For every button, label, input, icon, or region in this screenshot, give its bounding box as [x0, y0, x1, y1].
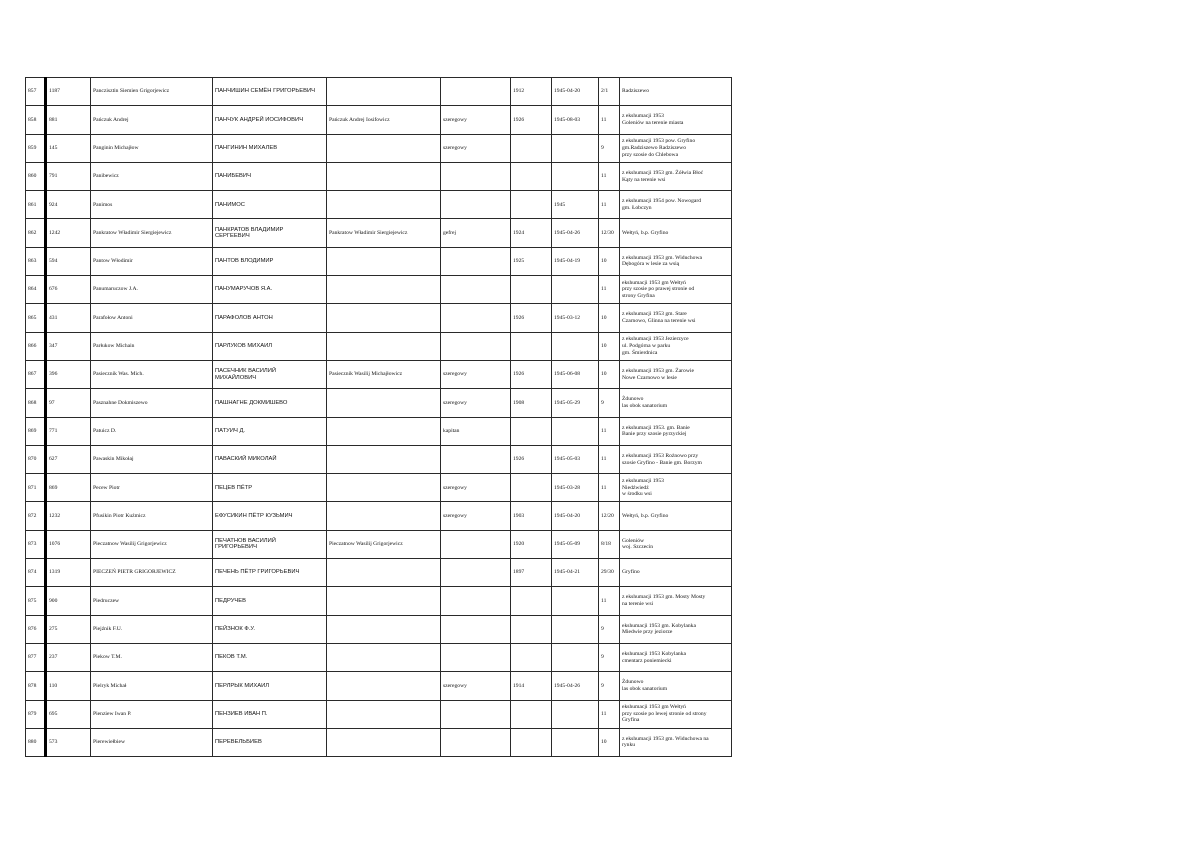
name-cyrillic-cell: ПЕЧАТНОВ ВАСИЛИЙ ГРИГОРЬЕВИЧ [213, 530, 327, 558]
grave-number-cell: 8/18 [599, 530, 620, 558]
record-number-cell: 1076 [46, 530, 91, 558]
full-name-cell [327, 672, 441, 700]
name-latin-cell: PIECZEŃ PIETR GRIGORJEWICZ [91, 559, 213, 587]
table-row [26, 474, 732, 502]
full-name-cell [327, 191, 441, 219]
death-date-cell [552, 700, 599, 728]
burial-place-cell: z ekshumacji 1953 gm. Żółwia Błoć Kąty na terenie wsi [620, 162, 732, 190]
record-number-cell: 396 [46, 360, 91, 388]
entry-number-cell: 869 [26, 417, 46, 445]
record-number-cell: 695 [46, 700, 91, 728]
name-latin-cell: Pańczuk Andrej [91, 106, 213, 134]
entry-number-cell: 876 [26, 615, 46, 643]
burial-place-cell: Żdunowo las obok sanatorium [620, 672, 732, 700]
name-cyrillic-cell: ПАРАФОЛОВ АНТОН [213, 304, 327, 332]
record-number-cell: 900 [46, 587, 91, 615]
grave-number-cell: 10 [599, 360, 620, 388]
name-latin-cell: Patuicz D. [91, 417, 213, 445]
table-row [26, 530, 732, 558]
table-row [26, 587, 732, 615]
birth-year-cell [511, 474, 552, 502]
name-latin-cell: Pantow Włodimir [91, 247, 213, 275]
table-row [26, 106, 732, 134]
record-number-cell: 771 [46, 417, 91, 445]
record-number-cell: 275 [46, 615, 91, 643]
name-cyrillic-cell: ПАРЛУКОВ МИХАИЛ [213, 332, 327, 360]
name-latin-cell: Panginin Michajłow [91, 134, 213, 162]
grave-number-cell: 9 [599, 672, 620, 700]
death-date-cell [552, 643, 599, 671]
grave-number-cell: 11 [599, 276, 620, 304]
birth-year-cell [511, 191, 552, 219]
table-row [26, 78, 732, 106]
name-cyrillic-cell: ПАШНАГНЕ ДОКМИШЕВО [213, 389, 327, 417]
name-cyrillic-cell: ПАНИБЕВИЧ [213, 162, 327, 190]
name-latin-cell: Panumaruczow J.A. [91, 276, 213, 304]
grave-number-cell: 10 [599, 332, 620, 360]
grave-number-cell: 11 [599, 106, 620, 134]
grave-number-cell: 10 [599, 728, 620, 756]
name-cyrillic-cell: ПЕКОВ Т.М. [213, 643, 327, 671]
birth-year-cell: 1926 [511, 445, 552, 473]
table-row [26, 191, 732, 219]
record-number-cell: 791 [46, 162, 91, 190]
birth-year-cell [511, 162, 552, 190]
table-row [26, 615, 732, 643]
death-date-cell: 1945-04-26 [552, 672, 599, 700]
burial-place-cell: z ekshumacji 1953 Goleniów na terenie miasta [620, 106, 732, 134]
burial-place-cell: z ekshumacji 1954 pow. Nowogard gm. Łobczyn [620, 191, 732, 219]
name-cyrillic-cell: ПАНУМАРУЧОВ Я.А. [213, 276, 327, 304]
grave-number-cell: 11 [599, 587, 620, 615]
name-latin-cell: Pawaskin Mikołaj [91, 445, 213, 473]
rank-cell: szeregowy [441, 360, 511, 388]
name-latin-cell: Panczisztin Siemien Grigorjewicz [91, 78, 213, 106]
death-date-cell: 1945-04-20 [552, 78, 599, 106]
full-name-cell [327, 445, 441, 473]
name-cyrillic-cell: ПЕРЛРЫК МИХАИЛ [213, 672, 327, 700]
rank-cell [441, 162, 511, 190]
birth-year-cell: 1926 [511, 304, 552, 332]
rank-cell: szeregowy [441, 502, 511, 530]
death-date-cell: 1945-04-20 [552, 502, 599, 530]
grave-number-cell: 12/20 [599, 502, 620, 530]
full-name-cell [327, 332, 441, 360]
full-name-cell [327, 78, 441, 106]
full-name-cell: Pieczatnow Wasilij Grigorjewicz [327, 530, 441, 558]
rank-cell: szeregowy [441, 474, 511, 502]
death-date-cell: 1945-06-08 [552, 360, 599, 388]
burial-place-cell: ekshumacji 1953 gm Wełtyń przy szosie po lewej stronie od strony Gryfina [620, 700, 732, 728]
name-cyrillic-cell: ПАНКРАТОВ ВЛАДИМИР СЕРГЕЕВИЧ [213, 219, 327, 247]
table-row [26, 728, 732, 756]
entry-number-cell: 862 [26, 219, 46, 247]
name-latin-cell: Pasznahne Dokmiszewo [91, 389, 213, 417]
record-number-cell: 1242 [46, 219, 91, 247]
grave-number-cell: 11 [599, 445, 620, 473]
rank-cell [441, 247, 511, 275]
birth-year-cell [511, 134, 552, 162]
birth-year-cell: 1920 [511, 530, 552, 558]
burial-place-cell: Żdunowo las obok sanatorium [620, 389, 732, 417]
rank-cell [441, 276, 511, 304]
birth-year-cell [511, 728, 552, 756]
grave-number-cell: 11 [599, 474, 620, 502]
rank-cell: szeregowy [441, 672, 511, 700]
name-latin-cell: Piedruczew [91, 587, 213, 615]
rank-cell: szeregowy [441, 389, 511, 417]
birth-year-cell: 1926 [511, 360, 552, 388]
burial-place-cell: Gryfino [620, 559, 732, 587]
grave-number-cell: 11 [599, 191, 620, 219]
grave-number-cell: 10 [599, 304, 620, 332]
grave-number-cell: 11 [599, 162, 620, 190]
death-date-cell [552, 417, 599, 445]
burial-place-cell: ekshumacji 1953 gm. Kobylanka Miedwie przy jeziorze [620, 615, 732, 643]
entry-number-cell: 877 [26, 643, 46, 671]
birth-year-cell [511, 587, 552, 615]
entry-number-cell: 871 [26, 474, 46, 502]
death-date-cell: 1945-04-19 [552, 247, 599, 275]
name-latin-cell: Pielryk Michał [91, 672, 213, 700]
birth-year-cell [511, 643, 552, 671]
burial-place-cell: z ekshumacji 1953 Rożnowo przy szosie Gryfino - Banie gm. Borzym [620, 445, 732, 473]
rank-cell [441, 700, 511, 728]
full-name-cell: Pasiecznik Wasilij Michajłowicz [327, 360, 441, 388]
name-latin-cell: Pecew Piotr [91, 474, 213, 502]
record-number-cell: 1232 [46, 502, 91, 530]
entry-number-cell: 857 [26, 78, 46, 106]
record-number-cell: 97 [46, 389, 91, 417]
full-name-cell [327, 474, 441, 502]
entry-number-cell: 874 [26, 559, 46, 587]
name-cyrillic-cell: ПЕЧЕНЬ ПЁТР ГРИГОРЬЕВИЧ [213, 559, 327, 587]
full-name-cell [327, 417, 441, 445]
record-number-cell: 676 [46, 276, 91, 304]
entry-number-cell: 861 [26, 191, 46, 219]
grave-number-cell: 10 [599, 247, 620, 275]
name-cyrillic-cell: ПЕНЗИЕВ ИВАН П. [213, 700, 327, 728]
full-name-cell [327, 247, 441, 275]
full-name-cell [327, 728, 441, 756]
table-row [26, 672, 732, 700]
birth-year-cell: 1925 [511, 247, 552, 275]
death-date-cell: 1945-03-28 [552, 474, 599, 502]
entry-number-cell: 873 [26, 530, 46, 558]
name-cyrillic-cell: ПАВАСКИЙ МИКОЛАЙ [213, 445, 327, 473]
death-date-cell [552, 587, 599, 615]
rank-cell [441, 304, 511, 332]
table-row [26, 247, 732, 275]
record-number-cell: 924 [46, 191, 91, 219]
entry-number-cell: 864 [26, 276, 46, 304]
grave-number-cell: 9 [599, 643, 620, 671]
birth-year-cell: 1903 [511, 502, 552, 530]
table-row [26, 219, 732, 247]
death-date-cell [552, 615, 599, 643]
birth-year-cell [511, 615, 552, 643]
burial-place-cell: Radziszewo [620, 78, 732, 106]
full-name-cell [327, 304, 441, 332]
full-name-cell [327, 615, 441, 643]
rank-cell [441, 191, 511, 219]
name-latin-cell: Panibewicz [91, 162, 213, 190]
entry-number-cell: 867 [26, 360, 46, 388]
death-date-cell: 1945 [552, 191, 599, 219]
burial-place-cell: z ekshumacji 1953 Jezierzyce ul. Podgórna w parku gm. Śmierdnica [620, 332, 732, 360]
entry-number-cell: 880 [26, 728, 46, 756]
rank-cell [441, 615, 511, 643]
birth-year-cell: 1926 [511, 106, 552, 134]
name-latin-cell: Panimos [91, 191, 213, 219]
grave-number-cell: 11 [599, 700, 620, 728]
full-name-cell [327, 134, 441, 162]
record-number-cell: 869 [46, 474, 91, 502]
table-row [26, 417, 732, 445]
death-date-cell [552, 276, 599, 304]
death-date-cell: 1945-05-09 [552, 530, 599, 558]
burial-place-cell: z ekshumacji 1953 pow. Gryfino gm.Radziszewo Radziszewo przy szosie do Chlebowa [620, 134, 732, 162]
entry-number-cell: 863 [26, 247, 46, 275]
record-number-cell: 347 [46, 332, 91, 360]
entry-number-cell: 858 [26, 106, 46, 134]
grave-number-cell: 11 [599, 417, 620, 445]
burial-place-cell: z ekshumacji 1953 gm. Żarowie Nowe Czarnowo w lesie [620, 360, 732, 388]
record-number-cell: 573 [46, 728, 91, 756]
birth-year-cell: 1924 [511, 219, 552, 247]
death-date-cell: 1945-03-12 [552, 304, 599, 332]
burial-place-cell: ekshumacji 1953 gm Wełtyń przy szosie po prawej stronie od strony Gryfina [620, 276, 732, 304]
register-sheet [25, 77, 731, 757]
rank-cell [441, 78, 511, 106]
name-cyrillic-cell: ПАНТОВ ВЛОДИМИР [213, 247, 327, 275]
rank-cell [441, 530, 511, 558]
rank-cell: gefrej [441, 219, 511, 247]
name-cyrillic-cell: ПАТУИЧ Д. [213, 417, 327, 445]
full-name-cell [327, 700, 441, 728]
entry-number-cell: 859 [26, 134, 46, 162]
burial-place-cell: z ekshumacji 1953 gm. Widuchowa na rynku [620, 728, 732, 756]
grave-number-cell: 2/1 [599, 78, 620, 106]
name-latin-cell: Parłukow Michain [91, 332, 213, 360]
grave-number-cell: 9 [599, 134, 620, 162]
entry-number-cell: 875 [26, 587, 46, 615]
record-number-cell: 145 [46, 134, 91, 162]
full-name-cell [327, 559, 441, 587]
name-cyrillic-cell: ПЕЦЕВ ПЁТР [213, 474, 327, 502]
table-row [26, 700, 732, 728]
table-row [26, 304, 732, 332]
record-number-cell: 431 [46, 304, 91, 332]
record-number-cell: 237 [46, 643, 91, 671]
name-latin-cell: Piejźnik F.U. [91, 615, 213, 643]
rank-cell [441, 445, 511, 473]
burial-place-cell: Wełtyń, b.p. Gryfino [620, 219, 732, 247]
grave-number-cell: 12/30 [599, 219, 620, 247]
name-cyrillic-cell: ПАНЧУК АНДРЕЙ ИОСИФОВИЧ [213, 106, 327, 134]
rank-cell [441, 587, 511, 615]
burial-place-cell: z ekshumacji 1953 gm. Stare Czarnowo, Glinna na terenie wsi [620, 304, 732, 332]
grave-number-cell: 29/30 [599, 559, 620, 587]
entry-number-cell: 860 [26, 162, 46, 190]
birth-year-cell [511, 332, 552, 360]
death-date-cell [552, 728, 599, 756]
name-cyrillic-cell: ЕФУСИКИН ПЁТР КУЗЬМИЧ [213, 502, 327, 530]
burial-register-table [25, 77, 732, 757]
name-cyrillic-cell: ПЕРЕВЕЛЬБИЕВ [213, 728, 327, 756]
death-date-cell: 1945-05-29 [552, 389, 599, 417]
full-name-cell [327, 643, 441, 671]
record-number-cell: 1319 [46, 559, 91, 587]
rank-cell: kapitan [441, 417, 511, 445]
grave-number-cell: 9 [599, 615, 620, 643]
entry-number-cell: 878 [26, 672, 46, 700]
birth-year-cell [511, 417, 552, 445]
burial-place-cell: z ekshumacji 1953 gm. Widuchowa Dębogóra w lesie za wsią [620, 247, 732, 275]
burial-place-cell: ekshumacji 1953 Kobylanka cmentarz poniemiecki [620, 643, 732, 671]
name-cyrillic-cell: ПАНЧИШИН СЕМЁН ГРИГОРЬЕВИЧ [213, 78, 327, 106]
name-latin-cell: Pasiecznik Was. Mich. [91, 360, 213, 388]
table-row [26, 134, 732, 162]
name-latin-cell: Pierewiełbiew [91, 728, 213, 756]
burial-place-cell: z ekshumacji 1953. gm. Banie Banie przy szosie pyrzyckiej [620, 417, 732, 445]
table-row [26, 389, 732, 417]
name-cyrillic-cell: ПЕДРУЧЕВ [213, 587, 327, 615]
rank-cell: szeregowy [441, 134, 511, 162]
entry-number-cell: 872 [26, 502, 46, 530]
death-date-cell: 1945-04-21 [552, 559, 599, 587]
rank-cell [441, 332, 511, 360]
full-name-cell [327, 162, 441, 190]
full-name-cell [327, 502, 441, 530]
name-latin-cell: Pieczatnow Wasilij Grigorjewicz [91, 530, 213, 558]
rank-cell [441, 643, 511, 671]
burial-place-cell: Goleniów woj. Szczecin [620, 530, 732, 558]
name-cyrillic-cell: ПАНГИНИН МИХАЛЕВ [213, 134, 327, 162]
name-latin-cell: Parafołow Antoni [91, 304, 213, 332]
birth-year-cell: 1914 [511, 672, 552, 700]
full-name-cell [327, 587, 441, 615]
death-date-cell: 1945-08-03 [552, 106, 599, 134]
entry-number-cell: 879 [26, 700, 46, 728]
table-body [26, 78, 732, 757]
burial-place-cell: Wełtyń, b.p. Gryfino [620, 502, 732, 530]
full-name-cell: Pańczuk Andrej Iosifowicz [327, 106, 441, 134]
record-number-cell: 594 [46, 247, 91, 275]
table-row [26, 360, 732, 388]
table-row [26, 502, 732, 530]
entry-number-cell: 865 [26, 304, 46, 332]
death-date-cell [552, 162, 599, 190]
full-name-cell [327, 276, 441, 304]
table-row [26, 162, 732, 190]
birth-year-cell: 1912 [511, 78, 552, 106]
name-latin-cell: Pankratow Władimir Siergiejewicz [91, 219, 213, 247]
name-cyrillic-cell: ПАНИМОС [213, 191, 327, 219]
entry-number-cell: 870 [26, 445, 46, 473]
burial-place-cell: z ekshumacji 1953 Niedźwiedź w środku wsi [620, 474, 732, 502]
entry-number-cell: 868 [26, 389, 46, 417]
name-latin-cell: Pfusikin Piotr Kuźmicz [91, 502, 213, 530]
table-row [26, 445, 732, 473]
name-cyrillic-cell: ПЕЙЗНОК Ф.У. [213, 615, 327, 643]
name-latin-cell: Piekow T.M. [91, 643, 213, 671]
table-row [26, 643, 732, 671]
death-date-cell [552, 134, 599, 162]
full-name-cell [327, 389, 441, 417]
entry-number-cell: 866 [26, 332, 46, 360]
death-date-cell: 1945-05-03 [552, 445, 599, 473]
birth-year-cell [511, 700, 552, 728]
table-row [26, 559, 732, 587]
rank-cell [441, 559, 511, 587]
table-row [26, 332, 732, 360]
record-number-cell: 110 [46, 672, 91, 700]
table-row [26, 276, 732, 304]
name-latin-cell: Pienziew Iwan P. [91, 700, 213, 728]
death-date-cell [552, 332, 599, 360]
death-date-cell: 1945-04-26 [552, 219, 599, 247]
name-cyrillic-cell: ПАСЕЧНИК ВАСИЛИЙ МИХАЙЛОВИЧ [213, 360, 327, 388]
burial-place-cell: z ekshumacji 1953 gm. Mosty Mosty na terenie wsi [620, 587, 732, 615]
full-name-cell: Pankratow Władimir Siergiejewicz [327, 219, 441, 247]
birth-year-cell: 1908 [511, 389, 552, 417]
record-number-cell: 627 [46, 445, 91, 473]
rank-cell: szeregowy [441, 106, 511, 134]
rank-cell [441, 728, 511, 756]
birth-year-cell [511, 276, 552, 304]
grave-number-cell: 9 [599, 389, 620, 417]
record-number-cell: 881 [46, 106, 91, 134]
record-number-cell: 1187 [46, 78, 91, 106]
birth-year-cell: 1897 [511, 559, 552, 587]
